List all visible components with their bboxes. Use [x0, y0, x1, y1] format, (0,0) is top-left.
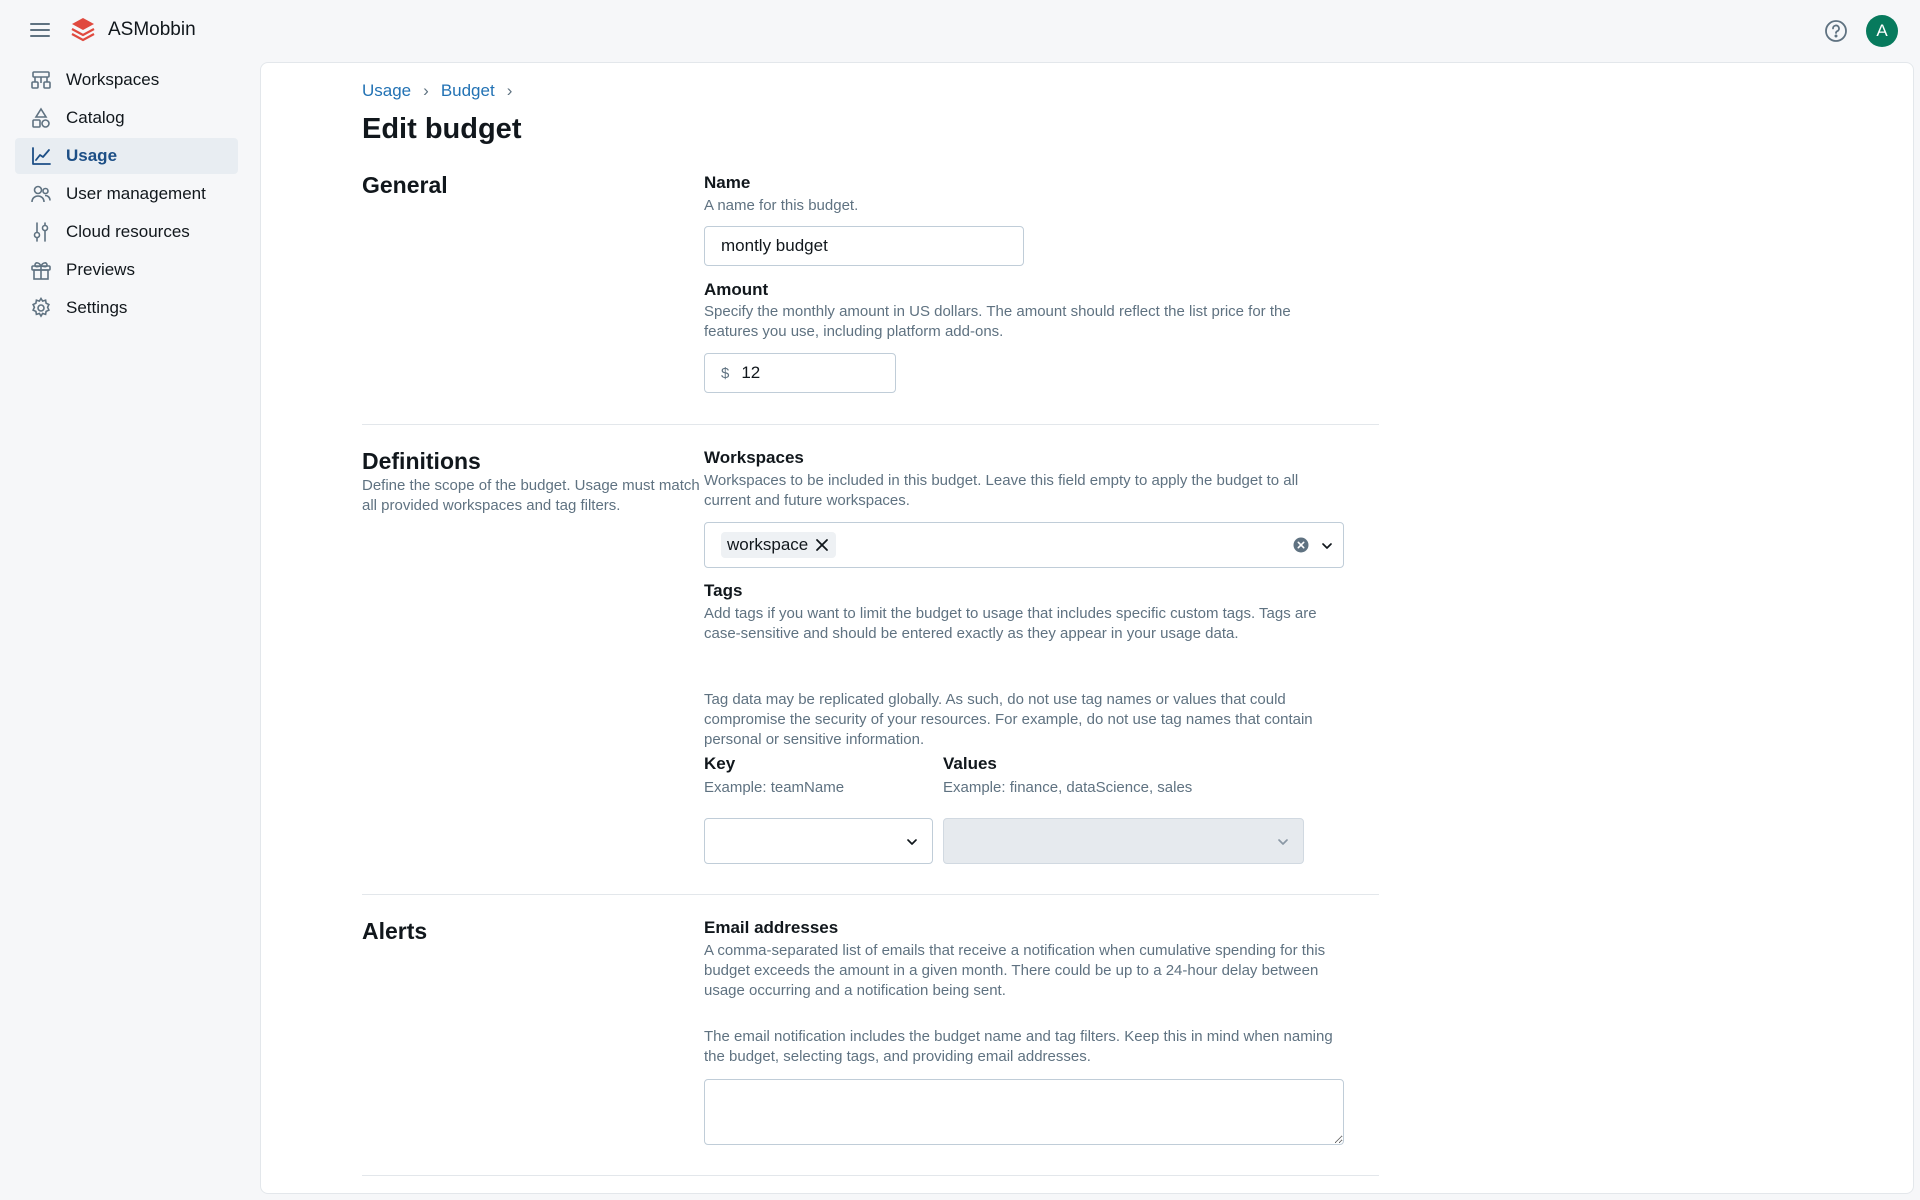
tag-values-select [943, 818, 1304, 864]
sidebar-item-workspaces[interactable] [15, 62, 238, 98]
top-bar [0, 0, 1920, 62]
tags-label: Tags [704, 581, 743, 600]
workspace-chip-label: workspace [727, 535, 809, 554]
tags-description: Add tags if you want to limit the budget to usage that includes specific custom tags. Tags are case-sensitive and should be entered exactly as they appear in your usage data. [704, 605, 1317, 642]
app-title: ASMobbin [108, 19, 196, 40]
section-divider [362, 424, 1379, 425]
definitions-description: Define the scope of the budget. Usage must match all provided workspaces and tag filters. [362, 477, 700, 514]
breadcrumb-usage-link[interactable]: Usage [362, 81, 412, 100]
email-addresses-input[interactable] [704, 1079, 1344, 1145]
clear-selection-icon[interactable] [1293, 537, 1309, 553]
avatar[interactable]: A [1866, 15, 1898, 47]
section-title-general: General [362, 172, 448, 198]
email-notification-note: The email notification includes the budget name and tag filters. Keep this in mind when naming the budget, selecting tags, and providing email addresses. [704, 1028, 1333, 1065]
breadcrumb [362, 81, 524, 101]
sidebar-item-previews[interactable] [15, 252, 238, 288]
sidebar-item-label: Usage [66, 146, 118, 165]
section-divider [362, 894, 1379, 895]
sidebar-item-usage[interactable] [15, 138, 238, 174]
section-divider [362, 1175, 1379, 1176]
amount-input[interactable] [741, 363, 871, 383]
chevron-down-icon [904, 834, 920, 850]
chevron-down-icon [1275, 834, 1291, 850]
email-addresses-description: A comma-separated list of emails that receive a notification when cumulative spending for this budget exceeds the amount in a given month. There could be up to a 24-hour delay between usage occurring and a notification being sent. [704, 942, 1326, 999]
workspaces-select[interactable] [704, 522, 1344, 568]
sliders-icon [30, 221, 52, 243]
gift-icon [30, 259, 52, 281]
section-title-definitions: Definitions [362, 448, 481, 474]
remove-chip-icon[interactable] [814, 537, 830, 553]
sidebar-item-label: User management [66, 184, 206, 203]
breadcrumb-separator: › [506, 81, 513, 100]
workspace-chip [721, 532, 836, 558]
breadcrumb-budget-link[interactable]: Budget [440, 81, 495, 100]
sidebar-item-label: Settings [66, 298, 128, 317]
users-icon [30, 183, 52, 205]
page-title: Edit budget [362, 113, 522, 145]
amount-description: Specify the monthly amount in US dollars. The amount should reflect the list price for the features you use, including platform add-ons. [704, 303, 1291, 340]
section-title-alerts: Alerts [362, 918, 428, 944]
email-addresses-label: Email addresses [704, 918, 839, 937]
workspaces-label: Workspaces [704, 448, 804, 467]
sidebar-item-cloud-resources[interactable] [15, 214, 238, 250]
sidebar-item-catalog[interactable] [15, 100, 238, 136]
tag-values-label: Values [943, 754, 997, 773]
sidebar-item-label: Workspaces [66, 70, 160, 89]
tag-values-example: Example: finance, dataScience, sales [943, 779, 1193, 796]
workspaces-description: Workspaces to be included in this budget. Leave this field empty to apply the budget to all current and future workspaces. [704, 472, 1299, 509]
name-description: A name for this budget. [704, 197, 859, 214]
currency-symbol: $ [721, 364, 730, 382]
tags-warning: Tag data may be replicated globally. As such, do not use tag names or values that could compromise the security of your resources. For example, do not use tag names that contain personal or sensitive information. [704, 691, 1313, 748]
usage-chart-icon [30, 145, 52, 167]
sidebar-item-label: Catalog [66, 108, 125, 127]
chevron-down-icon[interactable] [1319, 538, 1335, 554]
sidebar-item-label: Previews [66, 260, 135, 279]
tag-key-label: Key [704, 754, 736, 773]
sidebar-item-label: Cloud resources [66, 222, 190, 241]
sidebar-item-settings[interactable] [15, 290, 238, 326]
menu-icon[interactable] [28, 18, 52, 42]
sidebar-item-user-management[interactable] [15, 176, 238, 212]
workspaces-icon [30, 69, 52, 91]
app-logo-icon [70, 16, 96, 44]
breadcrumb-separator: › [423, 81, 429, 100]
amount-label: Amount [704, 280, 769, 299]
tag-key-example: Example: teamName [704, 779, 845, 796]
catalog-icon [30, 107, 52, 129]
gear-icon [30, 297, 52, 319]
amount-field[interactable] [704, 353, 896, 393]
name-label: Name [704, 173, 751, 192]
help-icon[interactable] [1823, 18, 1849, 44]
name-input[interactable] [704, 226, 1024, 266]
tag-key-select[interactable] [704, 818, 933, 864]
